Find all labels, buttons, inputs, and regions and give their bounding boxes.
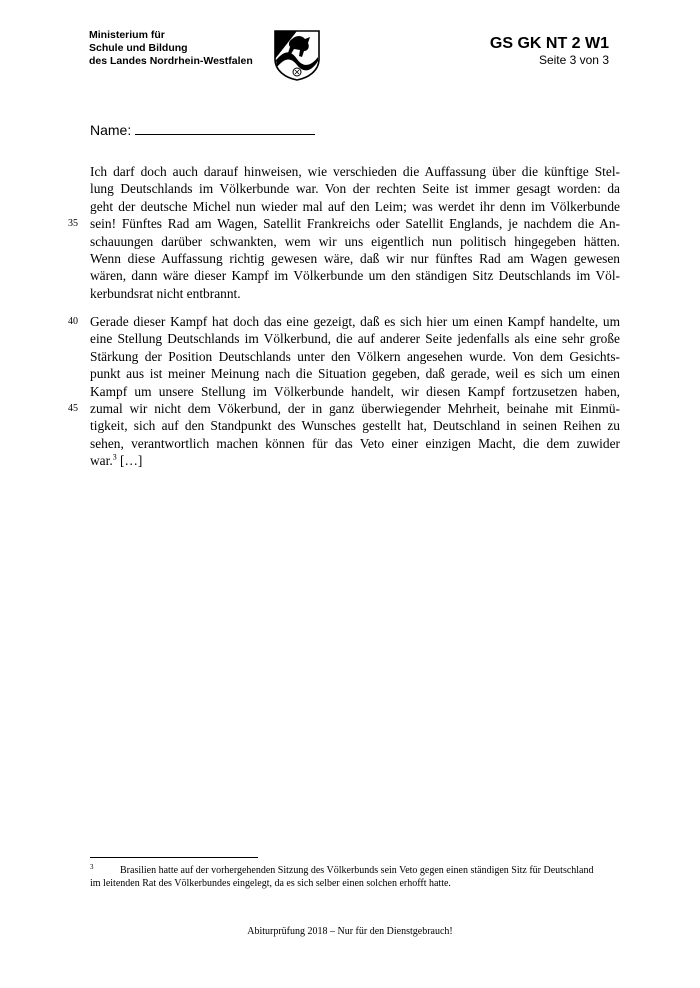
- nrw-coat-of-arms-icon: [272, 29, 322, 81]
- footnote-line-2: im leitenden Rat des Völkerbundes eingelegt, da es sich selber einen solchen erhofft hatte.: [90, 878, 451, 889]
- footnote-reference[interactable]: 3: [112, 452, 117, 462]
- line-number-45: 45: [68, 403, 78, 414]
- text-fragment: war.: [90, 453, 113, 469]
- text-line-last: [90, 452, 620, 469]
- ministry-name: [89, 29, 253, 68]
- text-line: geht der deutsche Michel nun wieder mal auf den Leim; was werdet ihr denn im Völkerbunde: [90, 198, 620, 214]
- text-line: Gerade dieser Kampf hat doch das eine gezeigt, daß es sich hier um einen Kampf handelte, um: [90, 314, 620, 329]
- text-line: lung Deutschlands im Völkerbunde war. Von der rechten Seite ist immer gesagt worden: da: [90, 181, 620, 197]
- text-line: kerbundsrat nicht entbrannt.: [90, 285, 241, 301]
- page-footer: Abiturprüfung 2018 – Nur für den Dienstgebrauch!: [247, 926, 453, 937]
- ministry-line-1: Ministerium für: [89, 29, 165, 41]
- document-code: GS GK NT 2 W1: [489, 35, 609, 52]
- text-line: wären, dann wäre dieser Kampf im Völkerbunde um den ständigen Sitz Deutschlands im Völ-: [90, 268, 620, 284]
- document-code-box: [490, 35, 609, 67]
- ministry-line-2: Schule und Bildung: [89, 42, 188, 54]
- page-info: Seite 3 von 3: [538, 53, 609, 67]
- text-line: schauungen darüber schwankten, wem wir uns eigentlich nun politisch hingegeben hätten.: [90, 233, 620, 249]
- text-line: sehen, verantwortlich machen können für das Veto einer einzigen Macht, die dem zuwider: [90, 435, 620, 451]
- footnote-mark: 3: [90, 863, 94, 871]
- paragraph-2: [90, 313, 620, 470]
- footnote-line-1: Brasilien hatte auf der vorhergehenden Sitzung des Völkerbunds sein Veto gegen einen ständigen Sitz für Deutschland: [120, 865, 594, 876]
- text-line: eine Stellung Deutschlands im Völkerbund, die auf anderer Seite jedenfalls als eine sehr große: [90, 331, 620, 347]
- text-line: Wenn diese Auffassung richtig gewesen wäre, daß wir nur fünftes Rad am Wagen gewesen: [90, 251, 620, 267]
- text-line: Stärkung der Position Deutschlands unter den Völkern angesehen wurde. Von dem Gesichts-: [90, 348, 620, 364]
- text-line: punkt aus ist meiner Meinung nach die Situation gegeben, daß gerade, weil es sich um einen: [90, 366, 620, 382]
- text-line: zumal wir nicht dem Vökerbund, der in ganz überwiegender Mehrheit, beinahe mit Einmü-: [90, 401, 620, 417]
- name-field: [90, 120, 315, 138]
- text-line: tigkeit, sich auf den Standpunkt des Wunsches gestellt hat, Deutschland in seinen Reihen zu: [90, 418, 620, 434]
- text-fragment: […]: [116, 453, 143, 469]
- text-line: Kampf um unsere Stellung im Völkerbunde handelt, wir diesen Kampf fortzusetzen haben,: [90, 383, 620, 399]
- text-line: Ich darf doch auch darauf hinweisen, wie verschieden die Auffassung über die künftige Stel-: [90, 164, 620, 179]
- footnote: [90, 864, 620, 890]
- ministry-line-3: des Landes Nordrhein-Westfalen: [89, 55, 253, 67]
- text-line: sein! Fünftes Rad am Wagen, Satellit Frankreichs oder Satellit Englands, je nachdem die An-: [90, 216, 620, 232]
- line-number-35: 35: [68, 218, 78, 229]
- name-label: Name:: [90, 122, 132, 138]
- name-blank-line: [135, 120, 315, 135]
- footnote-divider: [90, 857, 258, 858]
- line-number-40: 40: [68, 316, 78, 327]
- paragraph-1: [90, 163, 620, 302]
